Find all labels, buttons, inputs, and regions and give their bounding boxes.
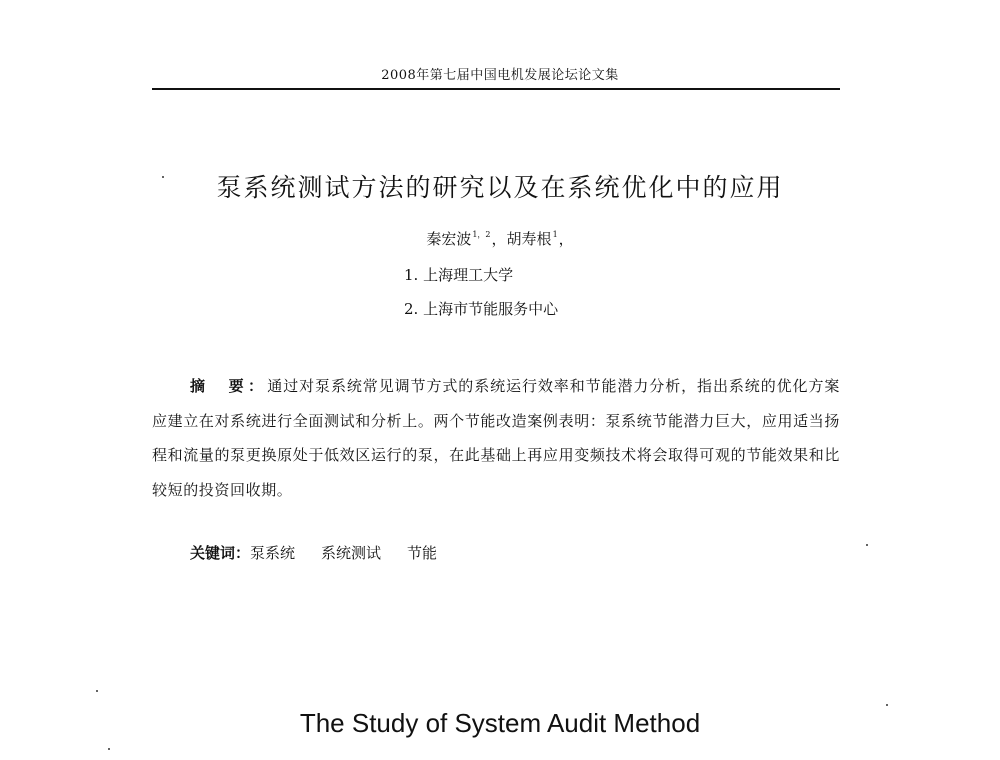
scan-speck [96, 690, 98, 692]
abstract-label: 摘 要： [190, 377, 268, 395]
author-affiliation-mark: 1 [552, 230, 558, 239]
scan-speck [162, 176, 164, 178]
keyword: 泵系统 [250, 544, 296, 562]
author-separator: ， [558, 230, 574, 248]
author-name: 胡寿根 [506, 230, 552, 248]
english-title: The Study of System Audit Method [299, 708, 701, 738]
running-header: 2008年第七届中国电机发展论坛论文集 [381, 68, 619, 83]
keywords-label: 关键词： [190, 544, 251, 562]
scan-speck [886, 704, 888, 706]
affiliation: 2. 上海市节能服务中心 [404, 300, 559, 318]
affiliation: 1. 上海理工大学 [404, 266, 514, 284]
scan-speck [108, 748, 110, 750]
paper-title: 泵系统测试方法的研究以及在系统优化中的应用 [216, 173, 784, 202]
keyword: 系统测试 [321, 544, 382, 562]
keywords [190, 542, 463, 563]
abstract-text: 通过对泵系统常见调节方式的系统运行效率和节能潜力分析，指出系统的优化方案应建立在对系统进行全面测试和分析上。两个节能改造案例表明：泵系统节能潜力巨大，应用适当扬程和流量的泵更换原处于低效区运行的泵，在此基础上再应用变频技术将会取得可观的节能效果和比较短的投资回收期。 [152, 377, 840, 499]
keyword: 节能 [407, 544, 438, 562]
scan-speck [866, 544, 868, 546]
author-separator: ， [491, 230, 507, 248]
author-name: 秦宏波 [426, 230, 472, 248]
abstract [152, 369, 840, 507]
header-rule [152, 88, 840, 90]
author-line [0, 228, 1000, 249]
author-affiliation-mark: 1，2 [472, 230, 491, 239]
